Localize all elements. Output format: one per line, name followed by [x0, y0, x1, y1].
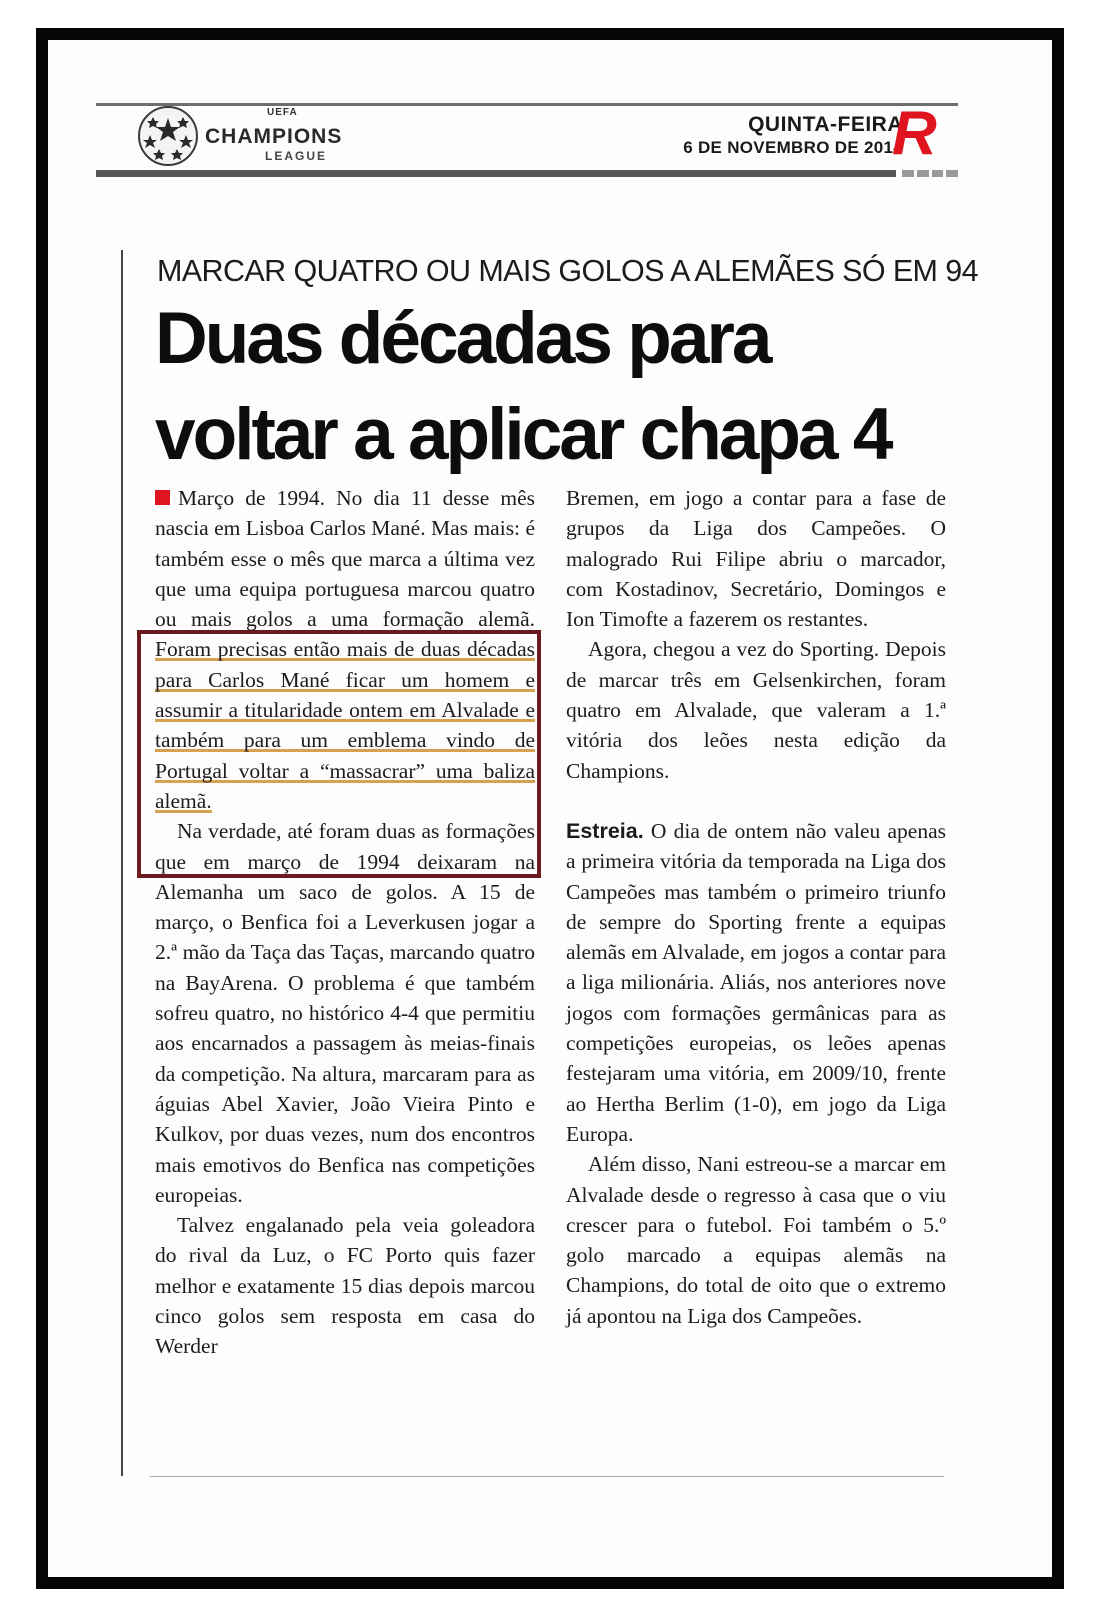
- right-paragraph-2: Agora, chegou a vez do Sporting. Depois de marcar três em Gelsenkirchen, foram quatro em Alvalade, que valeram a 1.ª vitória dos leões nesta edição da Champions.: [566, 637, 946, 783]
- starball-icon: [137, 105, 199, 167]
- column-left-rule: [121, 250, 123, 1476]
- header-dots: [902, 170, 958, 177]
- left-paragraph-1-text: Março de 1994. No dia 11 desse mês nascia em Lisboa Carlos Mané. Mas mais: é também esse o mês que marca a última vez que uma equipa portuguesa marcou quatro ou mais golos a uma formação alemã.: [155, 486, 535, 632]
- right-paragraph-3: [566, 816, 946, 1149]
- newspaper-brand-logo: R: [892, 99, 937, 168]
- right-paragraph-4: Além disso, Nani estreou-se a marcar em Alvalade desde o regresso à casa que o viu crescer para o futebol. Foi também o 5.º golo marcado a equipas alemãs na Champions, do total de oito que o extremo já apontou na Liga dos Campeões.: [566, 1152, 946, 1328]
- highlighted-passage: Foram precisas então mais de duas décadas para Carlos Mané ficar um homem e assumir a titularidade ontem em Alvalade e também para um emblema vindo de Portugal voltar a “massacrar” uma baliza alemã.: [155, 637, 535, 813]
- issue-weekday: QUINTA-FEIRA: [748, 113, 903, 136]
- headline-line-1: Duas décadas para: [155, 298, 770, 379]
- right-paragraph-1: Bremen, em jogo a contar para a fase de grupos da Liga dos Campeões. O malogrado Rui Filipe abriu o marcador, com Kostadinov, Secretário, Domingos e Ion Timofte a fazerem os restantes.: [566, 486, 946, 632]
- section-subhead: Estreia.: [566, 818, 644, 843]
- champions-label: CHAMPIONS: [205, 125, 343, 148]
- article-column-right: [566, 483, 946, 1331]
- left-paragraph-1: [155, 483, 535, 816]
- league-label: LEAGUE: [265, 149, 328, 163]
- issue-date: 6 DE NOVEMBRO DE 2014: [683, 138, 903, 157]
- left-paragraph-3: Talvez engalanado pela veia goleadora do rival da Luz, o FC Porto quis fazer melhor e exatamente 15 dias depois marcou cinco golos sem resposta em casa do Werder: [155, 1213, 535, 1359]
- left-paragraph-2: Na verdade, até foram duas as formações que em março de 1994 deixaram na Alemanha um saco de golos. A 15 de março, o Benfica foi a Leverkusen jogar a 2.ª mão da Taça das Taças, marcando quatro na BayArena. O problema é que também sofreu quatro, no histórico 4-4 que permitiu aos encarnados a passagem às meias-finais da competição. Na altura, marcaram para as águias Abel Xavier, João Vieira Pinto e Kulkov, por duas vezes, num dos encontros mais emotivos do Benfica nas competições europeias.: [155, 819, 535, 1207]
- issue-date-block: [683, 113, 903, 159]
- uefa-label: UEFA: [267, 107, 298, 118]
- article-start-bullet-icon: [155, 490, 170, 505]
- article-headline: [155, 291, 890, 483]
- article-bottom-rule: [150, 1476, 944, 1477]
- article-column-left: [155, 483, 535, 1362]
- headline-line-2: voltar a aplicar chapa 4: [155, 394, 891, 475]
- champions-league-logo: [137, 103, 387, 169]
- article-kicker: MARCAR QUATRO OU MAIS GOLOS A ALEMÃES SÓ EM 94: [157, 254, 978, 288]
- header-bottom-rule: [96, 170, 896, 177]
- right-paragraph-3-text: O dia de ontem não valeu apenas a primeira vitória da temporada na Liga dos Campeões mas também o primeiro triunfo de sempre do Sporting frente a equipas alemãs em Alvalade, em jogos a contar para a liga milionária. Aliás, nos anteriores nove jogos com formações germânicas para as competições europeias, os leões apenas festejaram uma vitória, em 2009/10, frente ao Hertha Berlim (1-0), em jogo da Liga Europa.: [566, 818, 947, 1146]
